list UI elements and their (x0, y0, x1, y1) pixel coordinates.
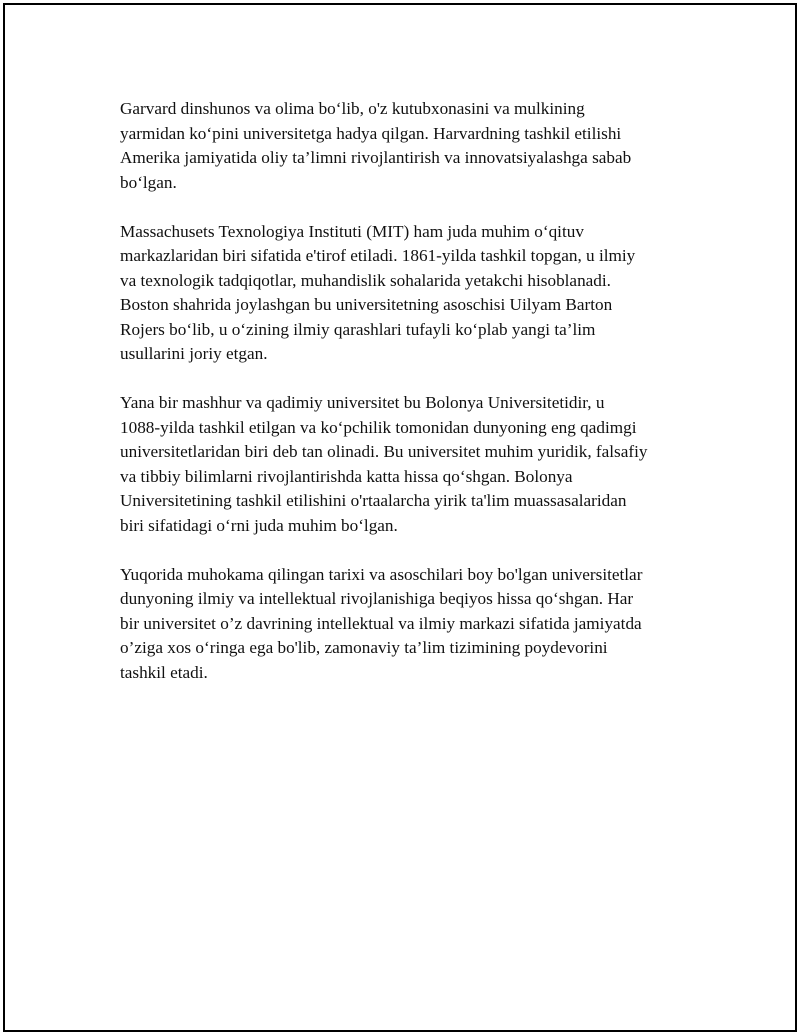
document-body (120, 97, 700, 710)
paragraph-mit: Massachusets Texnologiya Instituti (MIT) ham juda muhim o‘qituv markazlaridan biri sifatida e'tirof etiladi. 1861-yilda tashkil topgan, u ilmiy va texnologik tadqiqotlar, muhandislik sohalarida yetakchi hisoblanadi. Boston shahrida joylashgan bu universitetning asoschisi Uilyam Barton Rojers bo‘lib, u o‘zining ilmiy qarashlari tufayli ko‘plab yangi ta’lim usullarini joriy etgan. (120, 221, 636, 363)
paragraph-conclusion: Yuqorida muhokama qilingan tarixi va asoschilari boy bo'lgan universitetlar dunyoning ilmiy va intellektual rivojlanishiga beqiyos hissa qo‘shgan. Har bir universitet o’z davrining intellektual va ilmiy markazi sifatida jamiyatda o’ziga xos o‘ringa ega bo'lib, zamonaviy ta’lim tizimining poydevorini tashkil etadi. (120, 564, 643, 682)
paragraph-bologna: Yana bir mashhur va qadimiy universitet bu Bolonya Universitetidir, u 1088-yilda tashkil etilgan va ko‘pchilik tomonidan dunyoning eng qadimgi universitetlaridan biri deb tan olinadi. Bu universitet muhim yuridik, falsafiy va tibbiy bilimlarni rivojlantirishda katta hissa qo‘shgan. Bolonya Universitetining tashkil etilishini o'rtaalarcha yirik ta'lim muassasalaridan biri sifatidagi o‘rni juda muhim bo‘lgan. (120, 393, 648, 535)
document-page (3, 3, 797, 1032)
paragraph-harvard: Garvard dinshunos va olima bo‘lib, o'z kutubxonasini va mulkining yarmidan ko‘pini universitetga hadya qilgan. Harvardning tashkil etilishi Amerika jamiyatida oliy ta’limni rivojlantirish va innovatsiyalashga sabab bo‘lgan. (120, 99, 632, 192)
